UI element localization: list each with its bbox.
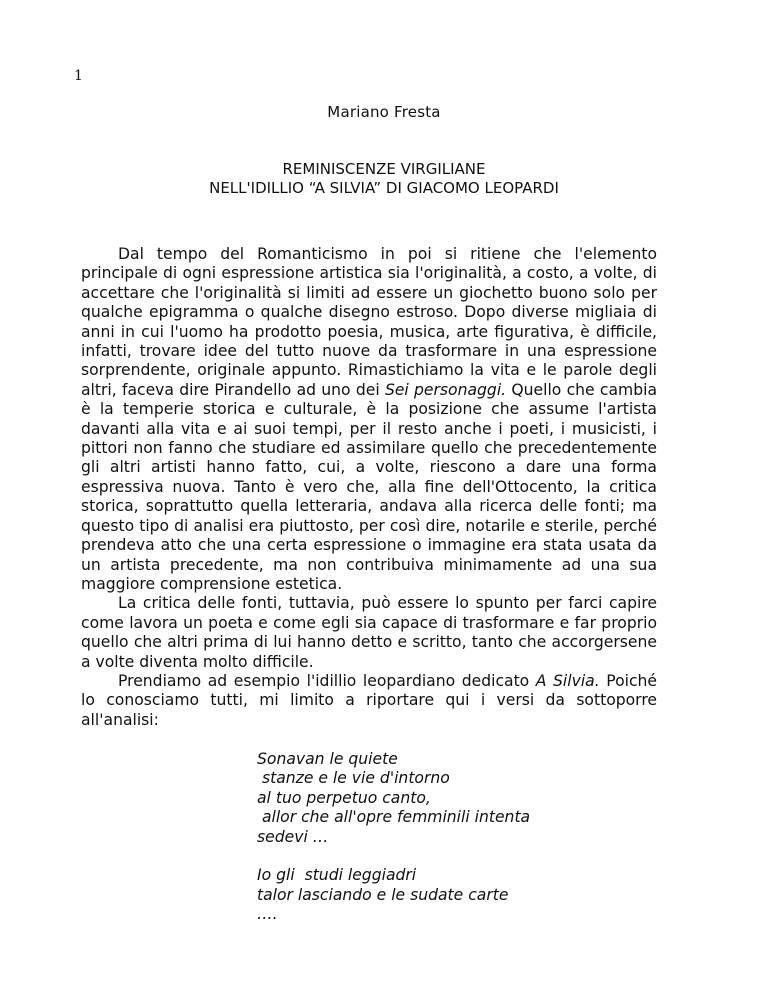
title-line-1: REMINISCENZE VIRGILIANE bbox=[282, 160, 486, 178]
verse-stanza-1 bbox=[257, 750, 530, 847]
verse-line: Sonavan le quiete bbox=[257, 750, 398, 768]
verse-line: talor lasciando e le sudate carte bbox=[257, 885, 509, 904]
paragraph-1-text-b: Quello che cambia è la temperie storica e culturale, è la posizione che assume l'artista davanti alla vita e ai suoi tempi, per il resto anche i poeti, i musicisti, i pittori non fanno che studiare ed assimilare quello che precedentemente gli altri artisti hanno fatto, cui, a volte, riescono a dare una forma espressiva nuova. Tanto è vero che, alla fine dell'Ottocento, la critica storica, soprattutto quella letteraria, andava alla ricerca delle fonti; ma questo tipo di analisi era piuttosto, per così dire, notarile e sterile, perché prendeva atto che una certa espressione o immagine era stata usata da un artista precedente, ma non contribuiva minimamente ad una sua maggiore comprensione estetica. bbox=[81, 380, 658, 593]
essay-title bbox=[0, 160, 768, 198]
verse-line: Io gli studi leggiadri bbox=[257, 866, 417, 885]
paragraph-1-text-a: Dal tempo del Romanticismo in poi si ritiene che l'elemento principale di ogni espressione artistica sia l'originalità, a costo, a volte, di accettare che l'originalità si limiti ad essere un giochetto buono solo per qualche epigramma o qualche disegno estroso. Dopo diverse migliaia di anni in cui l'uomo ha prodotto poesia, musica, arte figurativa, è difficile, infatti, trovare idee del tutto nuove da trasformare in una espressione sorprendente, originale appunto. Rimastichiamo la vita e le parole degli altri, faceva dire Pirandello ad uno dei bbox=[81, 245, 657, 399]
paragraph-1-italic: Sei personaggi. bbox=[384, 380, 507, 399]
verse-line: …. bbox=[257, 905, 278, 924]
verse-line: sedevi … bbox=[257, 827, 329, 846]
paragraph-3 bbox=[81, 672, 657, 730]
verse-line: allor che all'opre femminili intenta bbox=[257, 808, 531, 827]
page-number: 1 bbox=[74, 68, 83, 84]
verse-line: stanze e le vie d'intorno bbox=[257, 769, 450, 788]
author-name: Mariano Fresta bbox=[327, 103, 441, 121]
verse-quotation bbox=[257, 750, 530, 944]
paragraph-3-text-b: Poiché lo conosciamo tutti, mi limito a riportare qui i versi da sottoporre all'analisi: bbox=[81, 671, 658, 729]
essay-body bbox=[81, 245, 657, 730]
verse-line: al tuo perpetuo canto, bbox=[257, 788, 431, 807]
paragraph-1 bbox=[81, 245, 657, 594]
title-line-2: NELL'IDILLIO “A SILVIA” DI GIACOMO LEOPARDI bbox=[209, 179, 559, 197]
paragraph-2: La critica delle fonti, tuttavia, può essere lo spunto per farci capire come lavora un poeta e come egli sia capace di trasformare e far proprio quello che altri prima di lui hanno detto e scritto, tanto che accorgersene a volte diventa molto difficile. bbox=[81, 594, 657, 671]
paragraph-3-italic: A Silvia. bbox=[535, 671, 600, 690]
paragraph-3-text-a: Prendiamo ad esempio l'idillio leopardiano dedicato bbox=[118, 671, 536, 690]
verse-stanza-2 bbox=[257, 866, 530, 924]
